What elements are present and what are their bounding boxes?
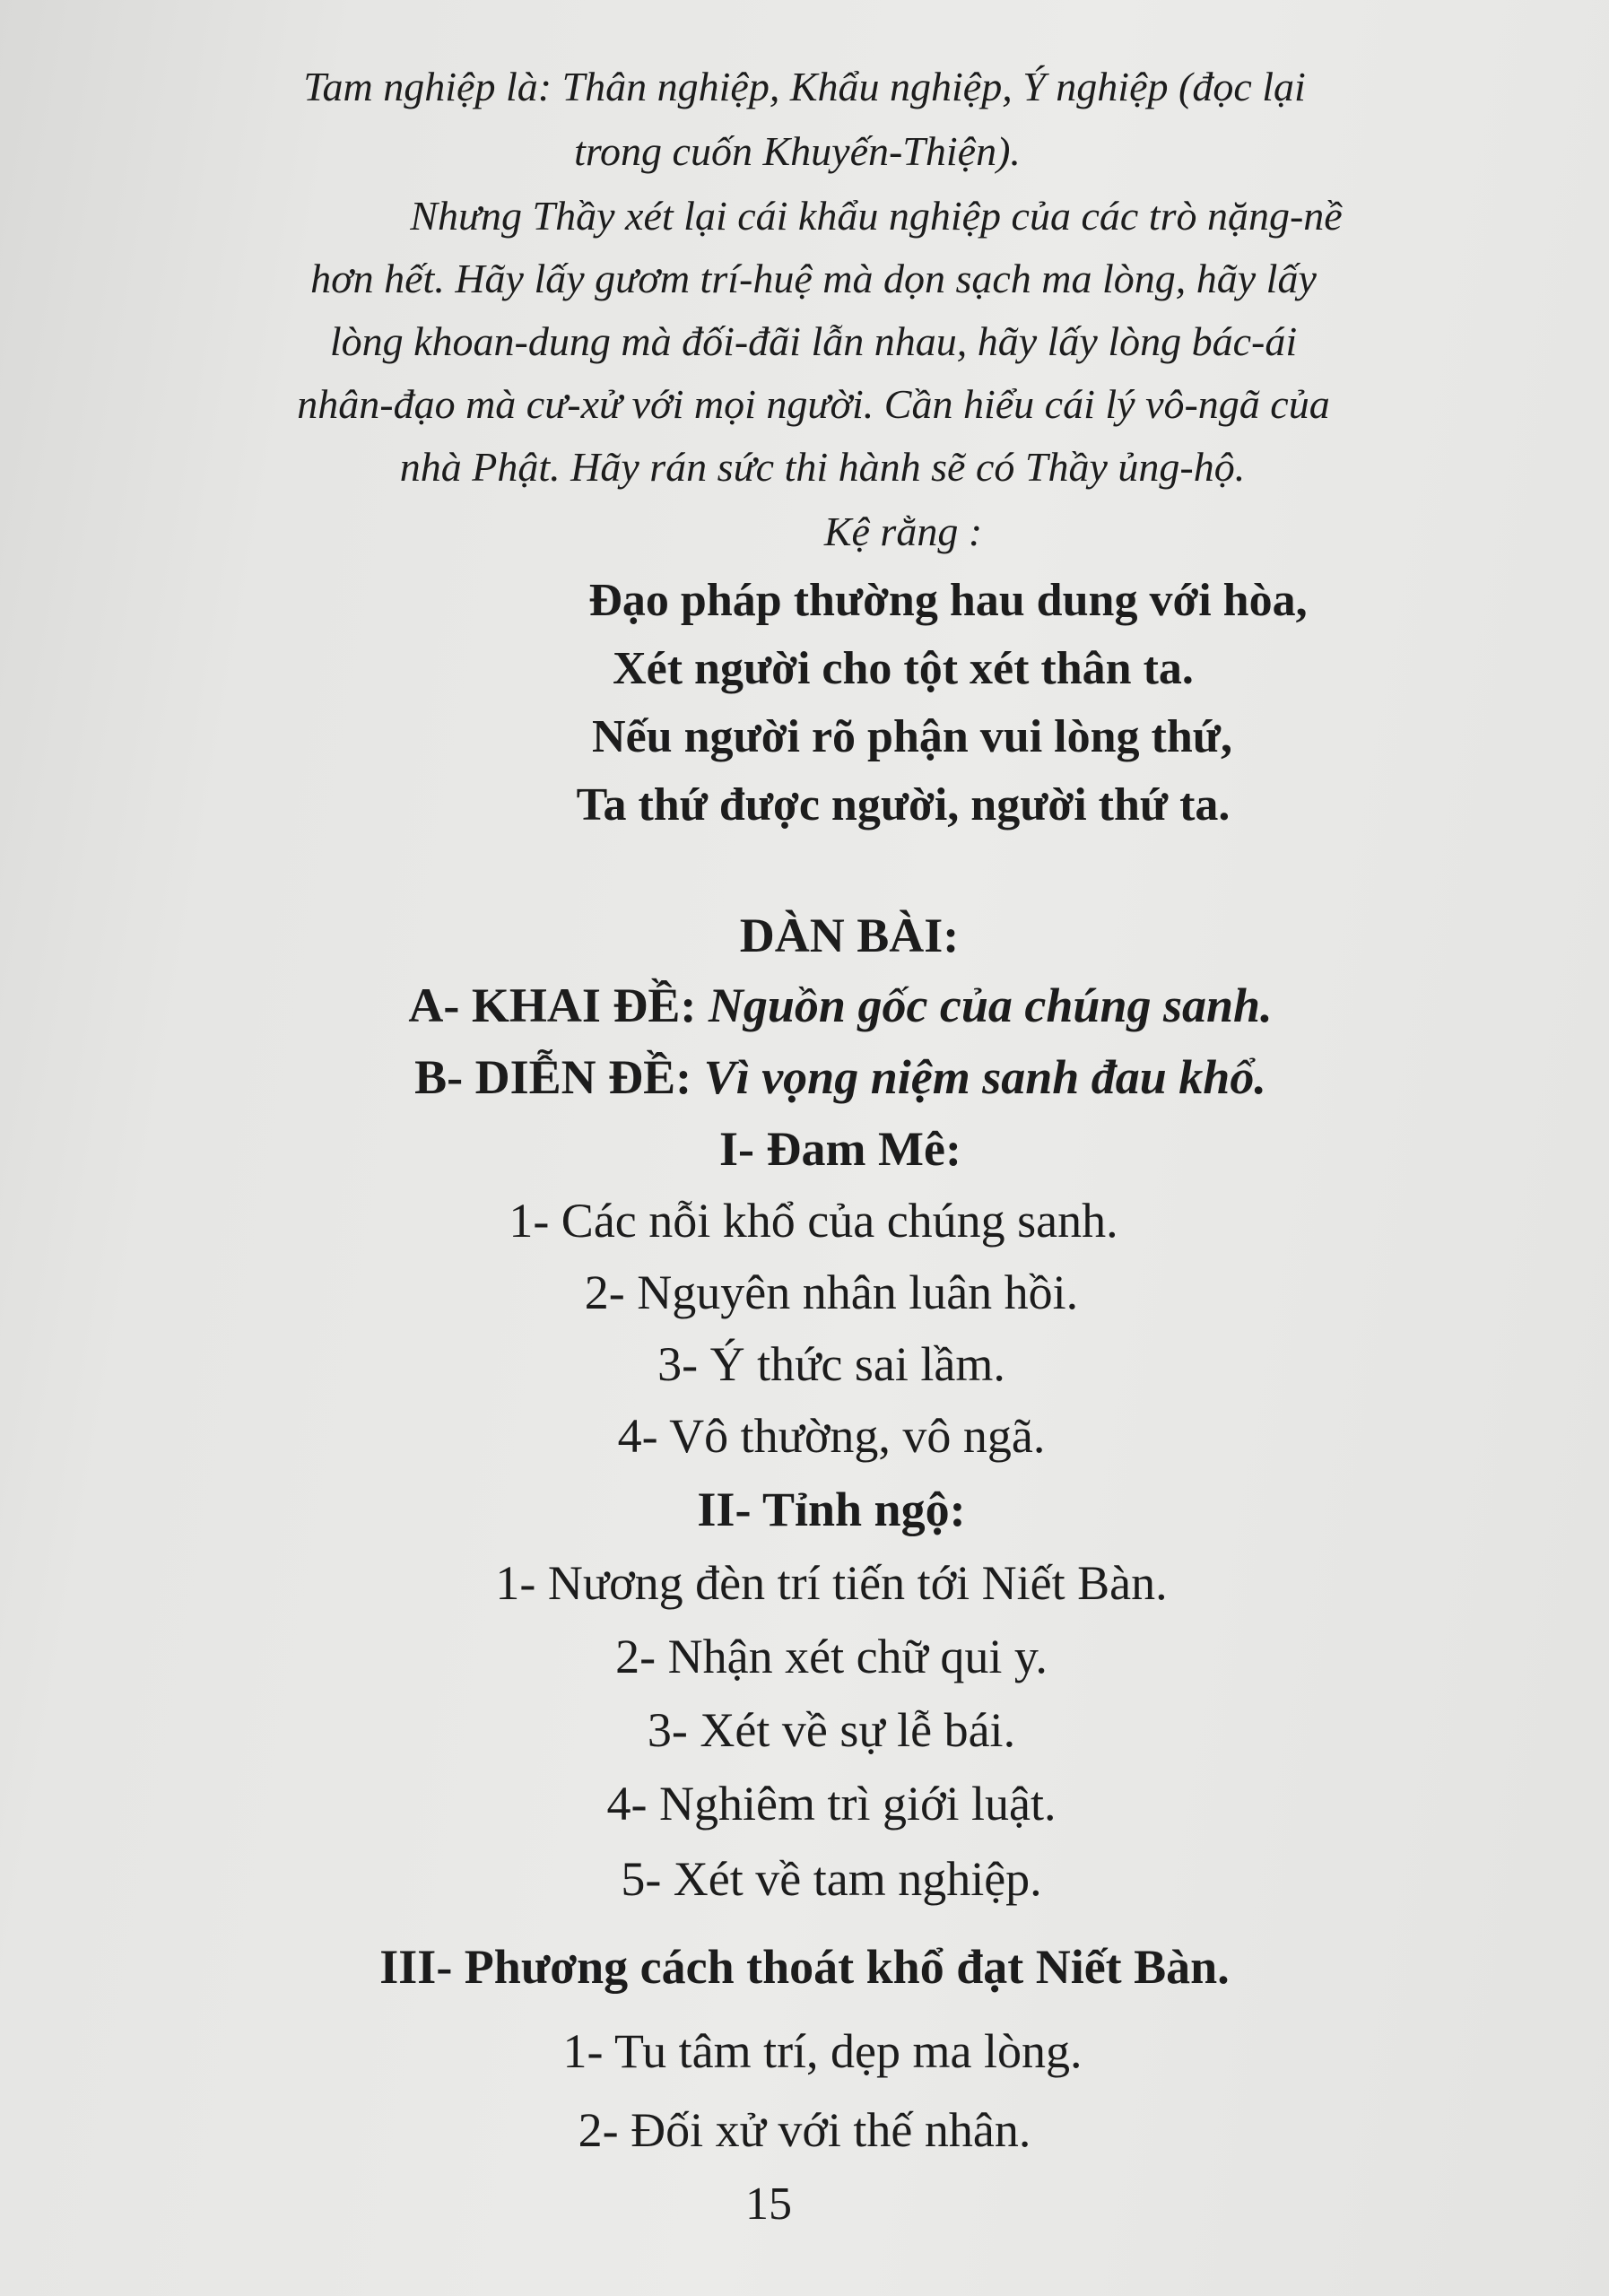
section-2-heading: II- Tỉnh ngộ:: [697, 1483, 966, 1536]
intro-line-7: nhà Phật. Hãy rán sức thi hành sẽ có Thầy ủng-hộ.: [399, 444, 1246, 490]
outline-a: [36, 978, 1609, 1033]
section-2-item-2: 2- Nhận xét chữ qui y.: [615, 1630, 1048, 1683]
verse-line-2: Xét người cho tột xét thân ta.: [613, 643, 1194, 694]
intro-line-4: hơn hết. Hãy lấy gươm trí-huệ mà dọn sạch ma lòng, hãy lấy: [310, 256, 1317, 301]
section-3-heading: III- Phương cách thoát khổ đạt Niết Bàn.: [379, 1940, 1230, 1994]
verse-line-3: Nếu người rõ phận vui lòng thứ,: [592, 711, 1232, 762]
section-1-heading: I- Đam Mê:: [719, 1122, 961, 1176]
page-number: 15: [745, 2179, 792, 2230]
section-2-item-1: 1- Nương đèn trí tiến tới Niết Bàn.: [495, 1556, 1168, 1610]
section-3-item-2: 2- Đối xử với thế nhân.: [578, 2103, 1031, 2157]
intro-line-6: nhân-đạo mà cư-xử với mọi người. Cần hiểu cái lý vô-ngã của: [297, 381, 1330, 427]
outline-a-text: Nguồn gốc của chúng sanh.: [708, 978, 1273, 1032]
outline-b: [36, 1049, 1609, 1105]
outline-b-label: B- DIỄN ĐỀ:: [414, 1050, 692, 1104]
verse-line-4: Ta thứ được người, người thứ ta.: [576, 779, 1231, 831]
intro-line-2: trong cuốn Khuyến-Thiện).: [574, 128, 1021, 174]
intro-line-1: Tam nghiệp là: Thân nghiệp, Khẩu nghiệp, Ý nghiệp (đọc lại: [303, 64, 1306, 109]
section-1-item-1: 1- Các nỗi khổ của chúng sanh.: [509, 1194, 1118, 1248]
section-2-item-4: 4- Nghiêm trì giới luật.: [606, 1777, 1057, 1831]
section-1-item-2: 2- Nguyên nhân luân hồi.: [584, 1265, 1079, 1319]
verse-line-1: Đạo pháp thường hau dung với hòa,: [588, 575, 1308, 626]
ke-rang: Kệ rằng :: [823, 509, 983, 554]
outline-a-label: A- KHAI ĐỀ:: [408, 978, 697, 1032]
intro-line-3: Nhưng Thầy xét lại cái khẩu nghiệp của các trò nặng-nề: [410, 193, 1343, 239]
outline-title: DÀN BÀI:: [739, 909, 960, 962]
outline-b-text: Vì vọng niệm sanh đau khổ.: [703, 1050, 1266, 1104]
section-2-item-5: 5- Xét về tam nghiệp.: [621, 1852, 1042, 1906]
section-2-item-3: 3- Xét về sự lễ bái.: [647, 1703, 1016, 1757]
section-1-item-4: 4- Vô thường, vô ngã.: [617, 1409, 1046, 1463]
section-3-item-1: 1- Tu tâm trí, dẹp ma lòng.: [562, 2024, 1083, 2078]
intro-line-5: lòng khoan-dung mà đối-đãi lẫn nhau, hãy lấy lòng bác-ái: [329, 318, 1298, 364]
section-1-item-3: 3- Ý thức sai lầm.: [657, 1337, 1005, 1391]
